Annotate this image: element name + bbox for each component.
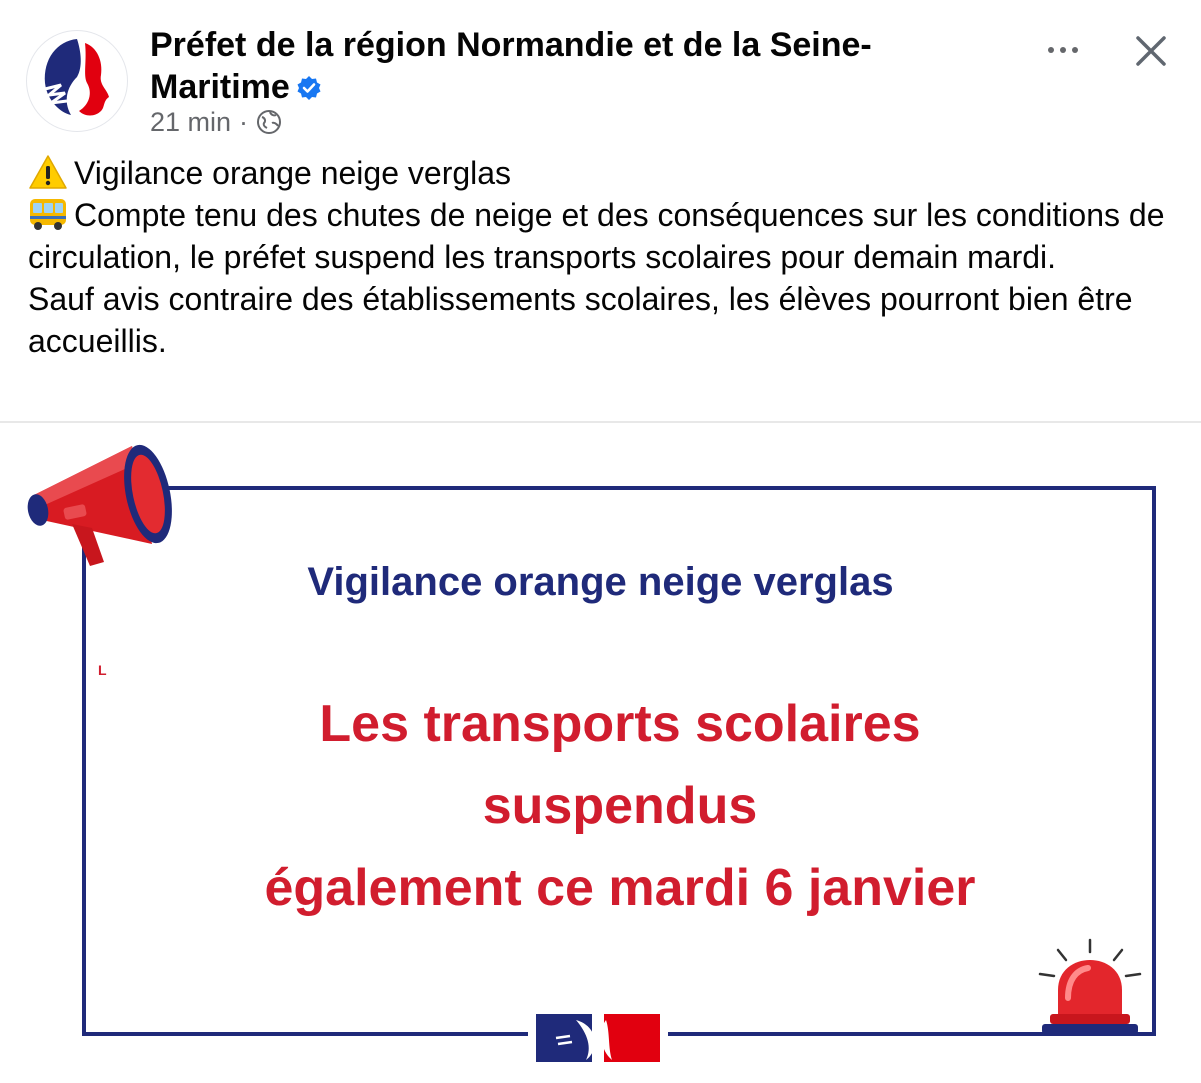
post-text-line1 (28, 152, 1178, 194)
post-author[interactable] (150, 24, 950, 108)
meta-separator: · (239, 107, 249, 137)
megaphone-icon (12, 424, 192, 574)
post-text-line3: Sauf avis contraire des établissements scolaires, les élèves pourront bien être accueillis. (28, 281, 1133, 359)
author-name-line2[interactable]: Maritime (150, 68, 290, 106)
siren-icon (1034, 938, 1146, 1036)
post-text-line2 (28, 194, 1178, 278)
image-small-mark: L (98, 662, 107, 678)
marianne-logo-icon (528, 1010, 668, 1068)
post-text-body: Compte tenu des chutes de neige et des conséquences sur les conditions de circulation, le préfet suspend les transports scolaires pour demain mardi. (28, 197, 1165, 275)
bus-emoji-icon (28, 196, 68, 232)
author-name-line1[interactable]: Préfet de la région Normandie et de la Seine- (150, 26, 872, 64)
globe-icon[interactable] (256, 109, 282, 135)
warning-emoji-icon (28, 154, 68, 190)
post-time[interactable]: 21 min (150, 107, 232, 137)
republic-logo (528, 1010, 668, 1068)
post-meta (150, 106, 282, 138)
post-text-alert: Vigilance orange neige verglas (74, 155, 512, 191)
post-text (28, 152, 1178, 362)
close-icon[interactable] (1128, 28, 1174, 74)
more-options-icon[interactable] (1038, 30, 1088, 70)
verified-badge-icon (296, 69, 322, 95)
marianne-logo-icon (27, 31, 127, 131)
image-line-1: Les transports scolaires (319, 695, 921, 753)
page-avatar[interactable] (26, 30, 128, 132)
image-line-2: suspendus (482, 777, 758, 835)
image-line-3: également ce mardi 6 janvier (264, 859, 976, 917)
image-title: Vigilance orange neige verglas (307, 560, 894, 604)
